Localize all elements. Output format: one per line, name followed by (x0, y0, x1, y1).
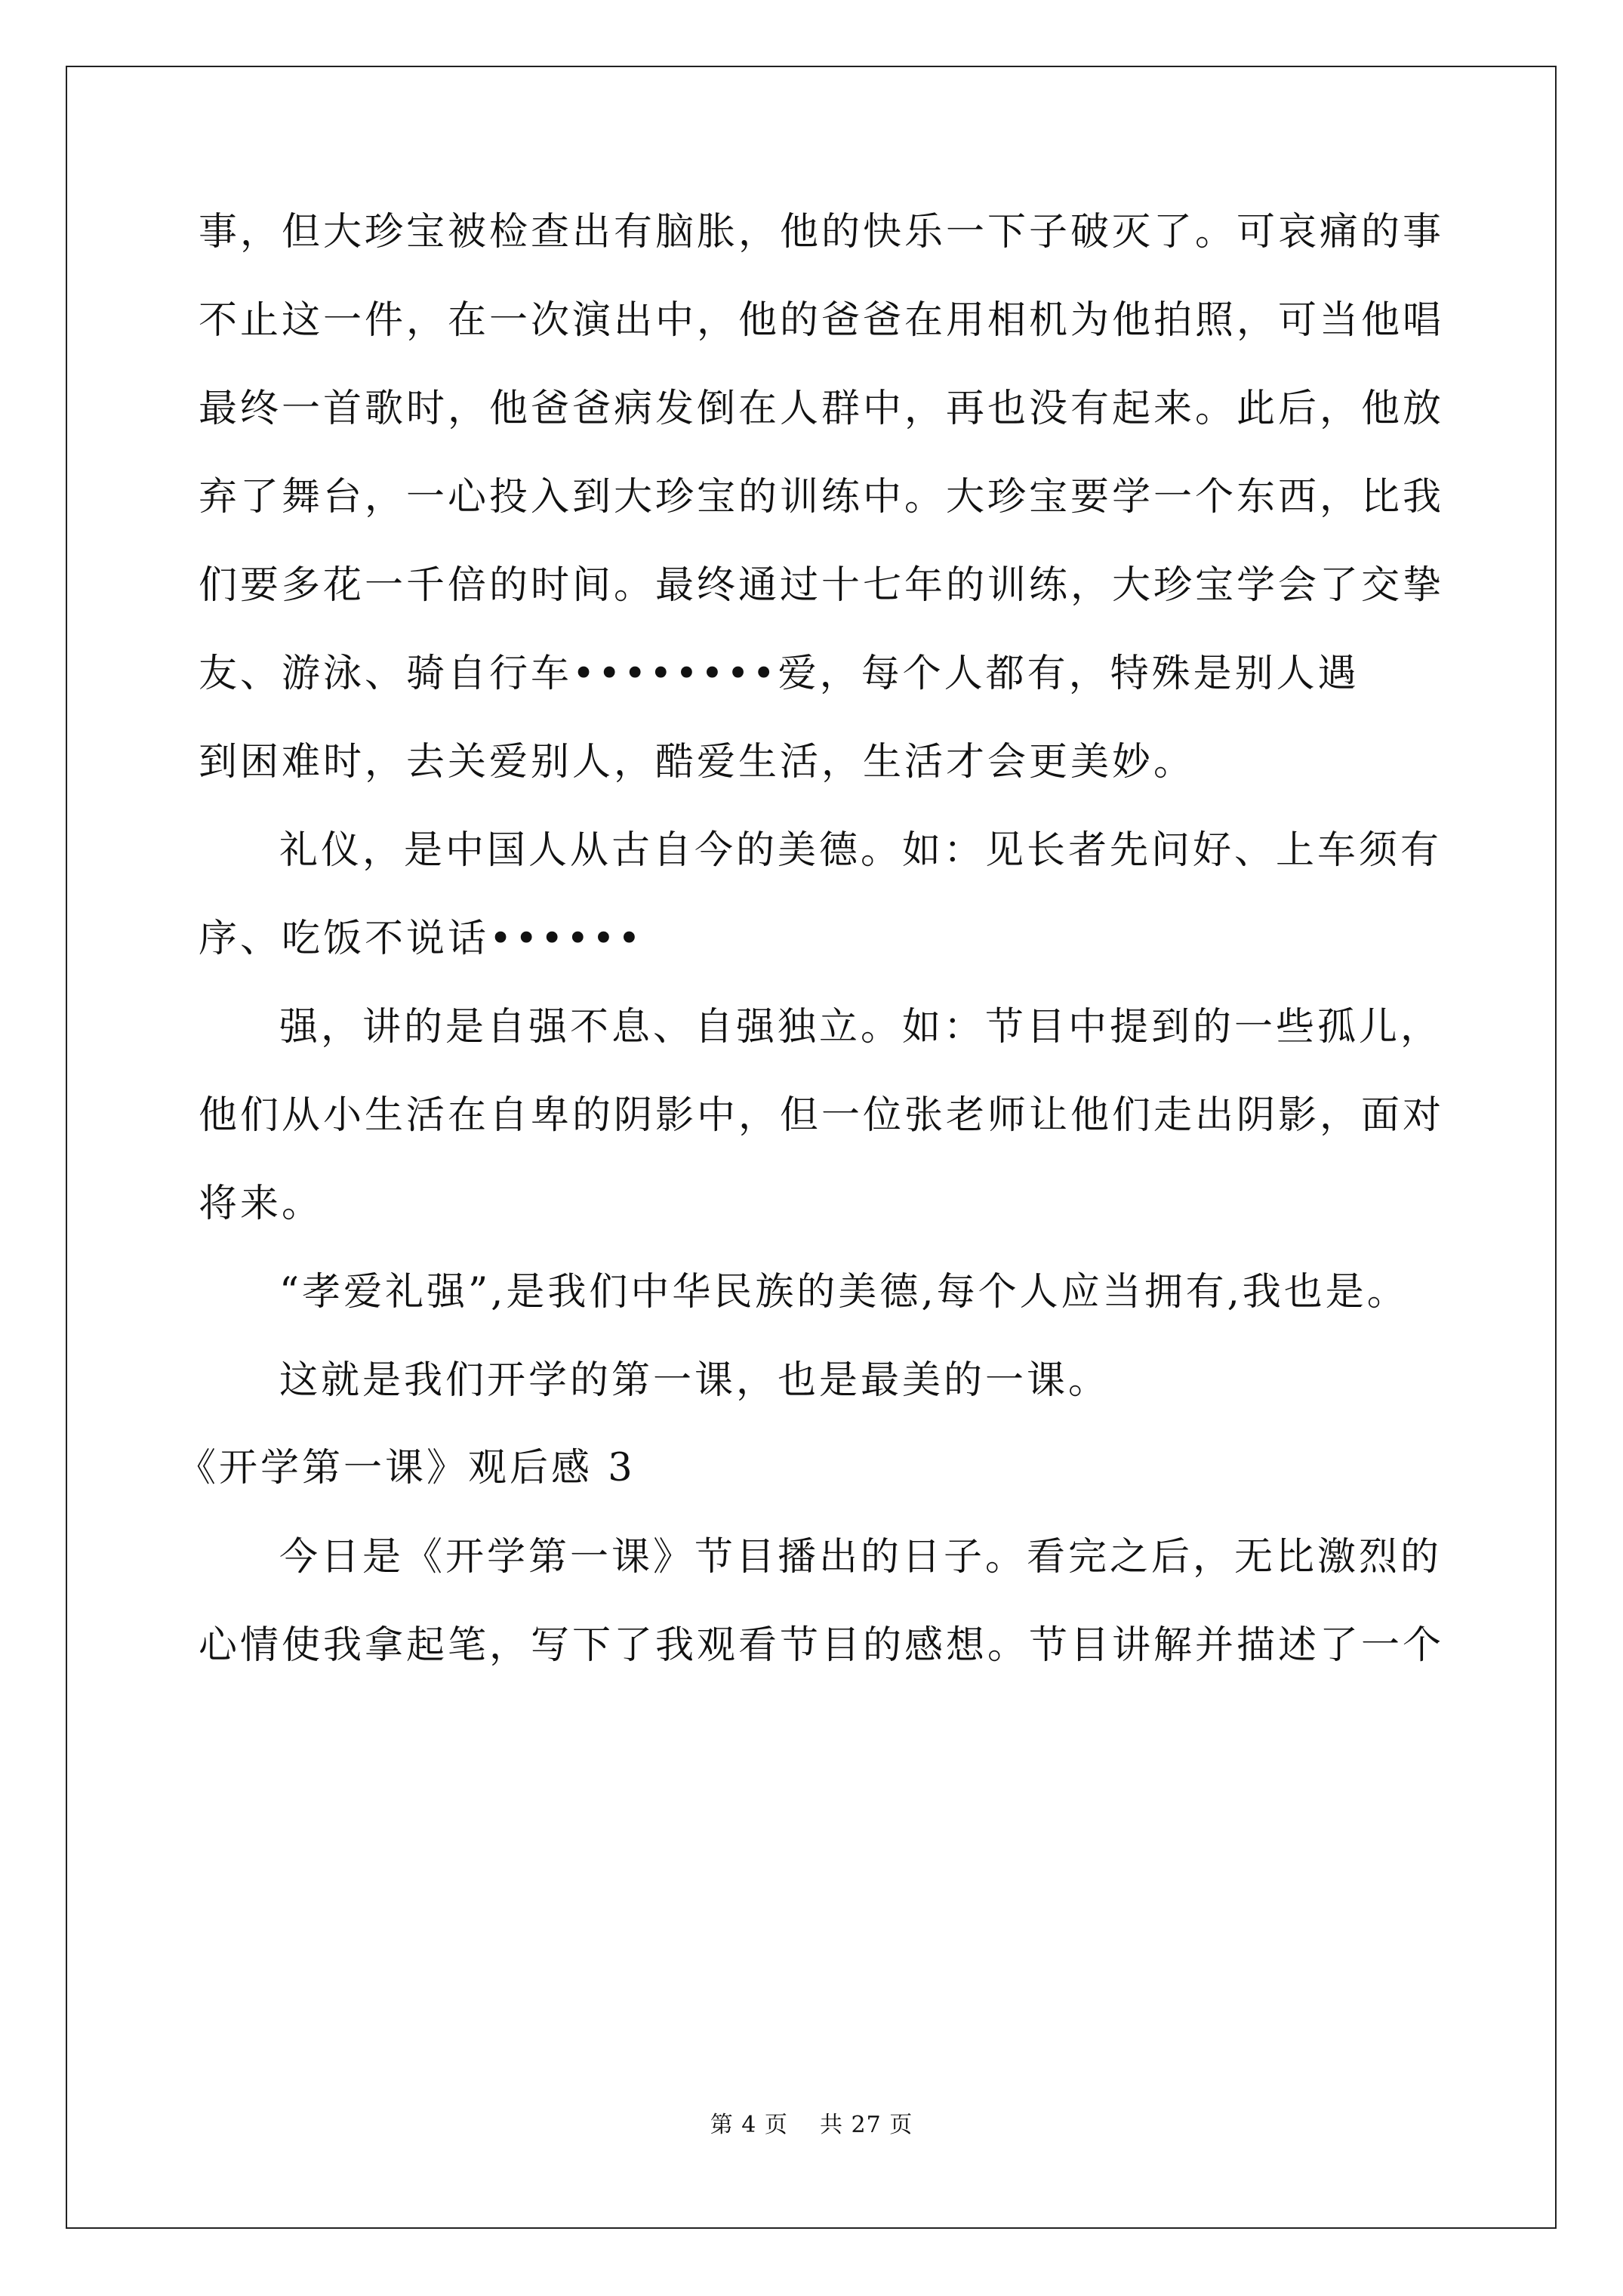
paragraph-line: 到困难时，去关爱别人，酷爱生活，生活才会更美妙。 (199, 740, 1196, 784)
paragraph-line: “孝爱礼强”,是我们中华民族的美德,每个人应当拥有,我也是。 (279, 1270, 1409, 1314)
paragraph-line: 他们从小生活在自卑的阴影中，但一位张老师让他们走出阴影，面对 (199, 1093, 1445, 1138)
section-heading: 《开学第一课》观后感 3 (177, 1446, 636, 1490)
paragraph-line: 序、吃饭不说话•••••• (199, 917, 644, 961)
paragraph-line: 最终一首歌时，他爸爸病发倒在人群中，再也没有起来。此后，他放 (199, 387, 1445, 431)
paragraph-line: 将来。 (199, 1182, 324, 1226)
paragraph-line: 今日是《开学第一课》节目播出的日子。看完之后，无比激烈的 (279, 1535, 1443, 1579)
paragraph-line: 这就是我们开学的第一课，也是最美的一课。 (279, 1358, 1110, 1403)
paragraph-line: 礼仪，是中国人从古自今的美德。如：见长者先问好、上车须有 (279, 828, 1443, 873)
page-footer: 第 4 页 共 27 页 (710, 2112, 913, 2138)
paragraph-line: 不止这一件，在一次演出中，他的爸爸在用相机为他拍照，可当他唱 (199, 298, 1445, 343)
paragraph-line: 们要多花一千倍的时间。最终通过十七年的训练，大珍宝学会了交挚 (199, 563, 1445, 608)
paragraph-line: 弃了舞台，一心投入到大珍宝的训练中。大珍宝要学一个东西，比我 (199, 475, 1445, 519)
paragraph-line: 友、游泳、骑自行车••••••••爱，每个人都有，特殊是别人遇 (199, 652, 1360, 696)
paragraph-line: 心情使我拿起笔，写下了我观看节目的感想。节目讲解并描述了一个 (199, 1623, 1445, 1668)
paragraph-line: 事，但大珍宝被检查出有脑胀，他的快乐一下子破灭了。可哀痛的事 (199, 210, 1445, 254)
paragraph-line: 强，讲的是自强不息、自强独立。如：节目中提到的一些孤儿， (279, 1005, 1443, 1049)
